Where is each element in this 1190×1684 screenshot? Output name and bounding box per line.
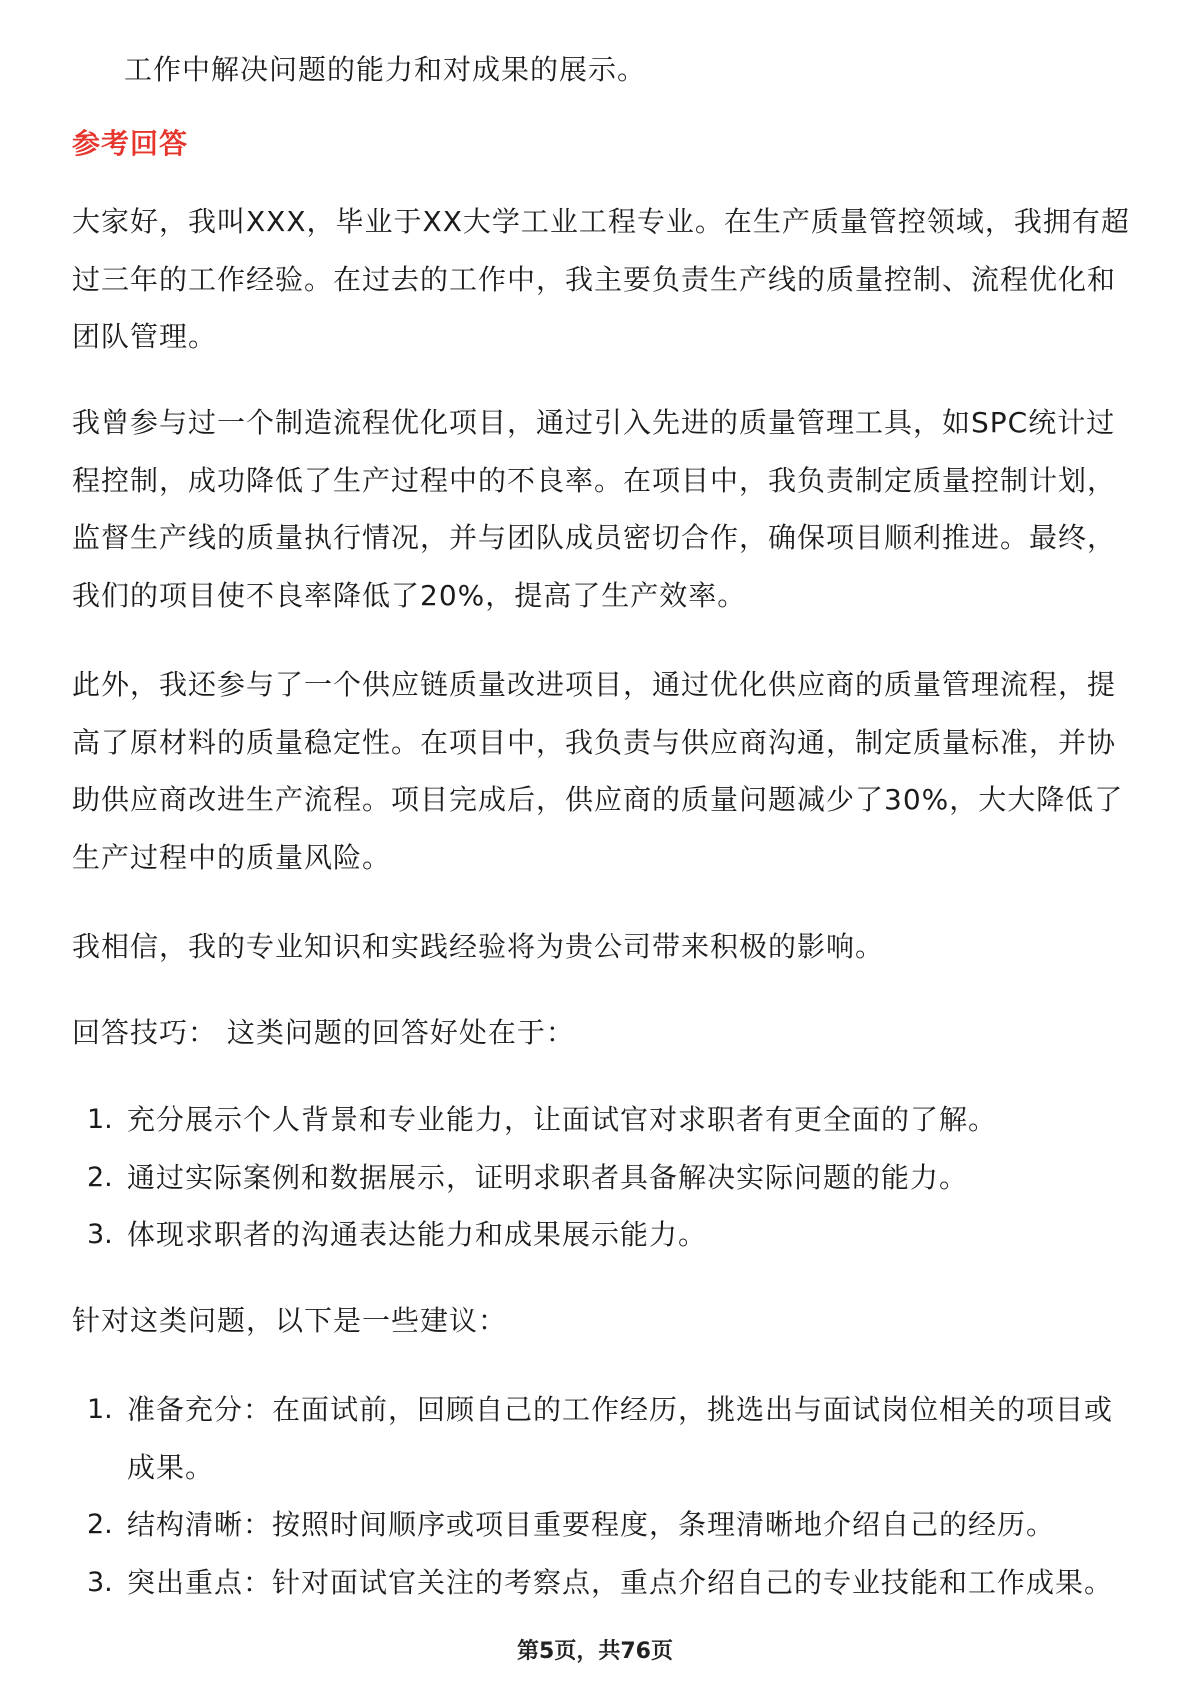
list-item-text: 突出重点：针对面试官关注的考察点，重点介绍自己的专业技能和工作成果。: [127, 1565, 1114, 1599]
list-number: 1.: [87, 1104, 113, 1135]
paragraph-line: 过三年的工作经验。在过去的工作中，我主要负责生产线的质量控制、流程优化和: [72, 262, 1117, 296]
paragraph-line: 高了原材料的质量稳定性。在项目中，我负责与供应商沟通，制定质量标准，并协: [72, 725, 1117, 759]
answer-paragraph-4: [72, 918, 1150, 976]
list-number: 3.: [87, 1566, 113, 1598]
list-item: [72, 1496, 1150, 1554]
list-item: [72, 1554, 1150, 1612]
list-item-text: 成果。: [127, 1450, 215, 1484]
section-heading: 参考回答: [72, 127, 189, 160]
paragraph-line: 我们的项目使不良率降低了20%，提高了生产效率。: [72, 578, 747, 612]
list-item: [72, 1381, 1150, 1496]
paragraph-line: 我相信，我的专业知识和实践经验将为贵公司带来积极的影响。: [72, 930, 885, 963]
list-item-text: 充分展示个人背景和专业能力，让面试官对求职者有更全面的了解。: [127, 1103, 998, 1136]
answer-paragraph-1: [72, 193, 1150, 366]
paragraph-line: 团队管理。: [72, 320, 218, 353]
page-footer: 第5页，共76页: [517, 1639, 673, 1664]
answer-paragraph-2: [72, 394, 1150, 624]
list-item-text: 体现求职者的沟通表达能力和成果展示能力。: [127, 1218, 708, 1251]
list-number: 2.: [87, 1161, 113, 1193]
paragraph-line: 程控制，成功降低了生产过程中的不良率。在项目中，我负责制定质量控制计划，: [72, 463, 1117, 497]
list-item: [72, 1091, 1150, 1149]
list-number: 2.: [87, 1509, 113, 1540]
list-item-text: 结构清晰：按照时间顺序或项目重要程度，条理清晰地介绍自己的经历。: [127, 1508, 1056, 1541]
paragraph-line: 大家好，我叫XXX，毕业于XX大学工业工程专业。在生产质量管控领域，我拥有超: [72, 205, 1130, 238]
advice-list: [72, 1381, 1150, 1611]
paragraph-line: 监督生产线的质量执行情况，并与团队成员密切合作，确保项目顺利推进。最终，: [72, 521, 1117, 554]
list-number: 1.: [87, 1394, 113, 1425]
paragraph-line: 我曾参与过一个制造流程优化项目，通过引入先进的质量管理工具，如SPC统计过: [72, 406, 1116, 439]
advice-intro-line: 针对这类问题，以下是一些建议：: [72, 1304, 508, 1337]
paragraph-line: 助供应商改进生产流程。项目完成后，供应商的质量问题减少了30%，大大降低了: [72, 783, 1124, 816]
advice-intro: [72, 1292, 1150, 1350]
paragraph-line: 生产过程中的质量风险。: [72, 840, 392, 874]
paragraph-line: 此外，我还参与了一个供应链质量改进项目，通过优化供应商的质量管理流程，提: [72, 668, 1117, 701]
list-item-text: 通过实际案例和数据展示，证明求职者具备解决实际问题的能力。: [127, 1160, 969, 1194]
list-number: 3.: [87, 1219, 113, 1250]
intro-line: 工作中解决问题的能力和对成果的展示。: [124, 53, 647, 86]
list-item-text: 准备充分：在面试前，回顾自己的工作经历，挑选出与面试岗位相关的项目或: [127, 1393, 1114, 1426]
intro-continuation: [124, 41, 1150, 99]
tips-intro: [72, 1004, 1150, 1062]
tips-list: [72, 1091, 1150, 1264]
list-item: [72, 1149, 1150, 1207]
list-item: [72, 1206, 1150, 1264]
answer-paragraph-3: [72, 656, 1150, 886]
tips-intro-line: 回答技巧： 这类问题的回答好处在于：: [72, 1016, 575, 1049]
